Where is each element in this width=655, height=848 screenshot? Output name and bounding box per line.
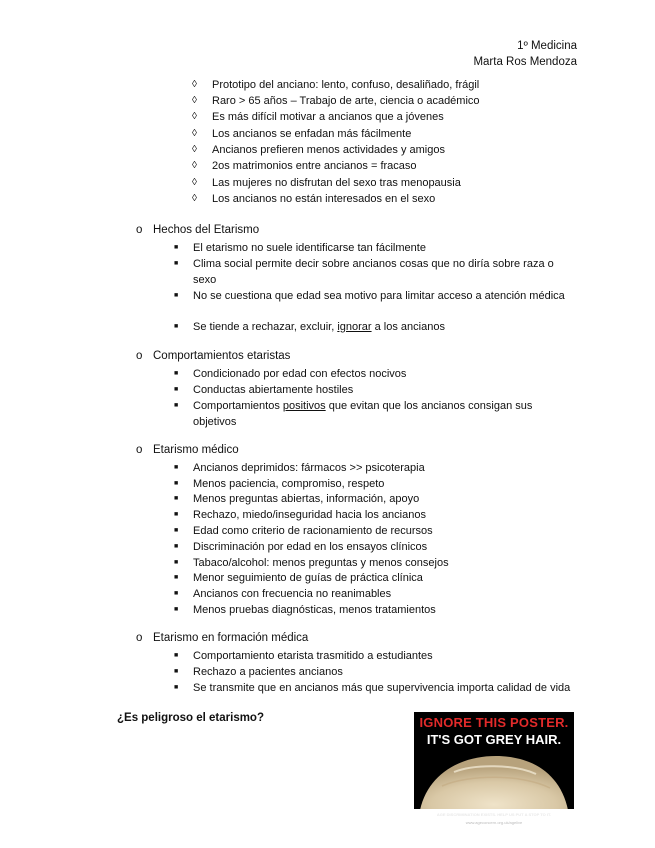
list-item: ■ Rechazo a pacientes ancianos: [174, 666, 343, 678]
list-item: ■ Clima social permite decir sobre ancianos cosas que no diría sobre raza o sexo: [174, 258, 554, 286]
poster-image: [414, 712, 574, 830]
list-item: ■ Menos paciencia, compromiso, respeto: [174, 478, 385, 490]
list-item: ■ Conductas abiertamente hostiles: [174, 384, 354, 396]
header-author: Marta Ros Mendoza: [473, 56, 577, 68]
poster-headline: IGNORE THIS POSTER.: [419, 715, 569, 730]
header-course: 1º Medicina: [517, 40, 577, 52]
document-page: 1º Medicina Marta Ros Mendoza ◊ Prototipo del anciano: lento, confuso, desaliñado, frágil ◊ Raro > 65 años – Trabajo de arte, ciencia o académico ◊ Es más difícil motivar a ancianos que a jóvenes ◊ Los ancianos se enfadan más fácilmente ◊ Ancianos prefieren menos actividades y amigos ◊ 2os matrimonios entre ancianos = fracaso ◊ Las mujeres no disfrutan del sexo tras menopausia ◊ Los ancianos no están interesados en el sexo o Hechos del Etarismo ■ El etarismo no suele identificarse tan fácilmente ■ Clima social permite decir sobre ancianos cosas que no diría sobre raza o sexo ■ No se cuestiona que edad sea motivo para limitar acceso a atención médica ■ Se tiende a rechazar, excluir, ignorar a los ancianos o Comportamientos etaristas ■ Condicionado por edad con efectos nocivos ■ Conductas abiertamente hostiles ■ Comportamientos positivos que evitan que los ancianos consigan sus objetivos o Etarismo médico ■ Ancianos deprimidos: fármacos >> psicoterapia ■ Menos paciencia, compromiso, respeto ■ Menos preguntas abiertas, información, apoyo ■ Rechazo, miedo/inseguridad hacia los ancianos ■ Edad como criterio de racionamiento de recursos ■ Discriminación por edad en los ensayos clínicos ■ Tabaco/alcohol: menos preguntas y menos consejos ■ Menor seguimiento de guías de práctica clínica ■ Ancianos con frecuencia no reanimables ■ Menos pruebas diagnósticas, menos tratamientos o Etarismo en formación médica ■ Comportamiento etarista trasmitido a estudiantes ■ Rechazo a pacientes ancianos ■ Se transmite que en ancianos más que supervivencia importa calidad de vida ¿Es peligroso el etarismo? IGNORE THIS POSTER. IT'S GOT GREY HAIR. AGE DISCRIMINATION EXISTS. HELP US PUT A STOP TO IT. www.ageconcern.org.uk/agelive: [0, 0, 655, 848]
underlined-word: ignorar: [337, 321, 372, 333]
list-item: ■ No se cuestiona que edad sea motivo para limitar acceso a atención médica: [174, 290, 565, 302]
list-item: ■ Ancianos deprimidos: fármacos >> psicoterapia: [174, 462, 425, 474]
list-item: ■ Comportamiento etarista trasmitido a estudiantes: [174, 650, 433, 662]
list-item: ■ Edad como criterio de racionamiento de recursos: [174, 525, 433, 537]
list-item: ■ Menor seguimiento de guías de práctica clínica: [174, 572, 423, 584]
list-item: ■ Se transmite que en ancianos más que supervivencia importa calidad de vida: [174, 682, 571, 694]
question-heading: ¿Es peligroso el etarismo?: [117, 712, 264, 724]
underlined-word: positivos: [282, 400, 326, 412]
list-item: ■ Tabaco/alcohol: menos preguntas y menos consejos: [174, 557, 449, 569]
list-item: ■ Rechazo, miedo/inseguridad hacia los ancianos: [174, 509, 426, 521]
list-item: ■ Menos preguntas abiertas, información, apoyo: [174, 493, 420, 505]
poster-footer-text: AGE DISCRIMINATION EXISTS. HELP US PUT A STOP TO IT.: [436, 812, 552, 817]
list-item: ■ Menos pruebas diagnósticas, menos tratamientos: [174, 604, 436, 616]
list-item: ■ Comportamientos positivos que evitan que los ancianos consigan sus objetivos: [174, 400, 533, 428]
poster-url: www.ageconcern.org.uk/agelive: [465, 820, 523, 825]
list-item: ■ Condicionado por edad con efectos nocivos: [174, 368, 407, 380]
list-item: ■ Se tiende a rechazar, excluir, ignorar a los ancianos: [174, 321, 445, 333]
poster-subheadline: IT'S GOT GREY HAIR.: [426, 732, 562, 747]
list-item: ■ Discriminación por edad en los ensayos clínicos: [174, 541, 428, 553]
list-item: ■ Ancianos con frecuencia no reanimables: [174, 588, 392, 600]
list-item: ■ El etarismo no suele identificarse tan fácilmente: [174, 242, 426, 254]
